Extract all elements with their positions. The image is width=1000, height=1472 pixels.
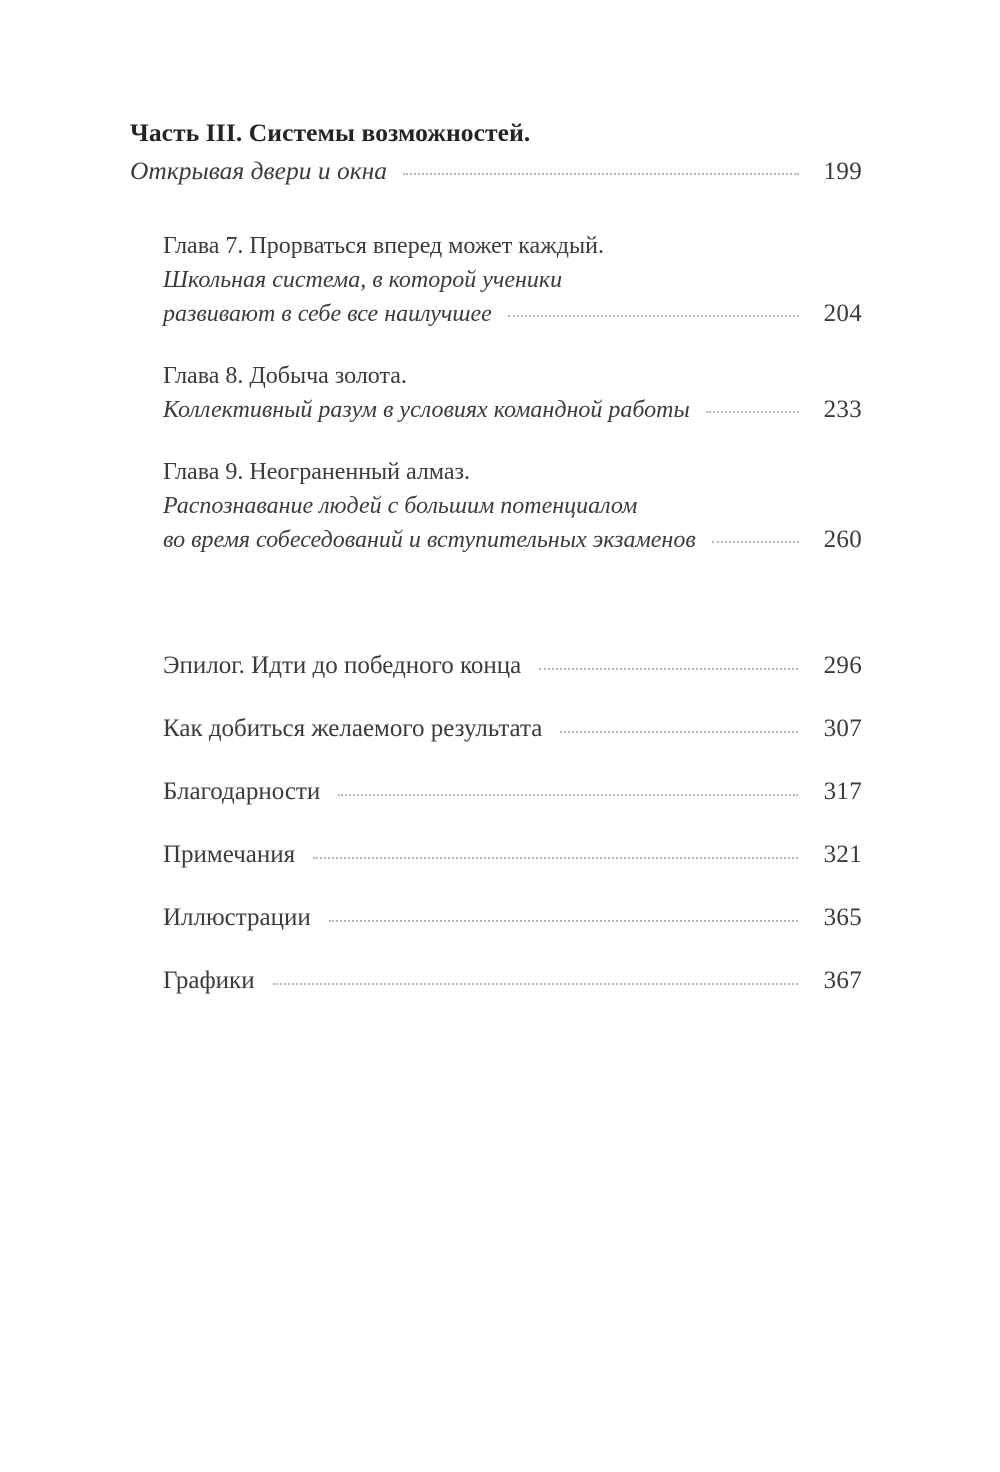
toc-entry-page-number: 365 (823, 904, 862, 931)
chapter-entry (163, 359, 862, 427)
chapter-subtitle-line: во время собеседований и вступительных экзаменов (163, 527, 696, 553)
chapter-entry (163, 229, 862, 331)
chapter-subtitle-line: развивают в себе все наилучшее (163, 301, 492, 327)
toc-entry-page-number: 307 (823, 715, 862, 742)
toc-entry (163, 775, 862, 838)
dot-leader (273, 972, 798, 988)
chapter-subtitle-line: Коллективный разум в условиях командной работы (163, 397, 690, 423)
toc-entry (163, 649, 862, 712)
dot-leader (706, 393, 799, 417)
chapter-title: Глава 8. Добыча золота. (163, 363, 407, 389)
part-entry (130, 114, 862, 191)
dot-leader (539, 657, 798, 673)
part-subtitle-row (130, 152, 862, 191)
toc-entry (163, 901, 862, 964)
toc-entry-label: Примечания (163, 841, 296, 868)
toc-entry-page-number: 317 (823, 778, 862, 805)
toc-entry-label: Благодарности (163, 778, 321, 805)
chapter-page-number: 204 (823, 300, 862, 327)
chapter-page-number: 233 (823, 396, 862, 423)
dot-leader (508, 297, 799, 321)
chapter-subtitle-row (163, 393, 862, 427)
dot-leader (313, 846, 798, 862)
toc-entry-page-number: 321 (823, 841, 862, 868)
toc-entry (163, 964, 862, 1027)
toc-entry-page-number: 367 (823, 967, 862, 994)
chapter-subtitle-line: Школьная система, в которой ученики (163, 267, 563, 293)
chapter-subtitle-line: Распознавание людей с большим потенциалом (163, 493, 638, 519)
part-subtitle: Открывая двери и окна (130, 156, 388, 185)
chapter-subtitle-row (163, 523, 862, 557)
toc-entry-label: Графики (163, 967, 255, 994)
chapter-entry (163, 455, 862, 557)
backmatter-list (130, 649, 862, 1027)
toc-entry-label: Иллюстрации (163, 904, 311, 931)
toc-entry (163, 712, 862, 775)
toc-entry-label: Как добиться желаемого результата (163, 715, 543, 742)
table-of-contents (130, 114, 862, 1027)
part-page-number: 199 (823, 158, 862, 185)
dot-leader (329, 909, 798, 925)
toc-entry-label: Эпилог. Идти до победного конца (163, 652, 522, 679)
chapter-title: Глава 9. Неограненный алмаз. (163, 459, 470, 485)
chapter-list (130, 229, 862, 557)
toc-entry (163, 838, 862, 901)
dot-leader (403, 154, 799, 180)
chapter-page-number: 260 (823, 526, 862, 553)
chapter-title: Глава 7. Прорваться вперед может каждый. (163, 233, 604, 259)
toc-entry-page-number: 296 (823, 652, 862, 679)
dot-leader (560, 720, 798, 736)
dot-leader (338, 783, 798, 799)
dot-leader (712, 523, 799, 547)
part-title: Часть III. Системы возможностей. (130, 118, 531, 147)
chapter-subtitle-row (163, 297, 862, 331)
